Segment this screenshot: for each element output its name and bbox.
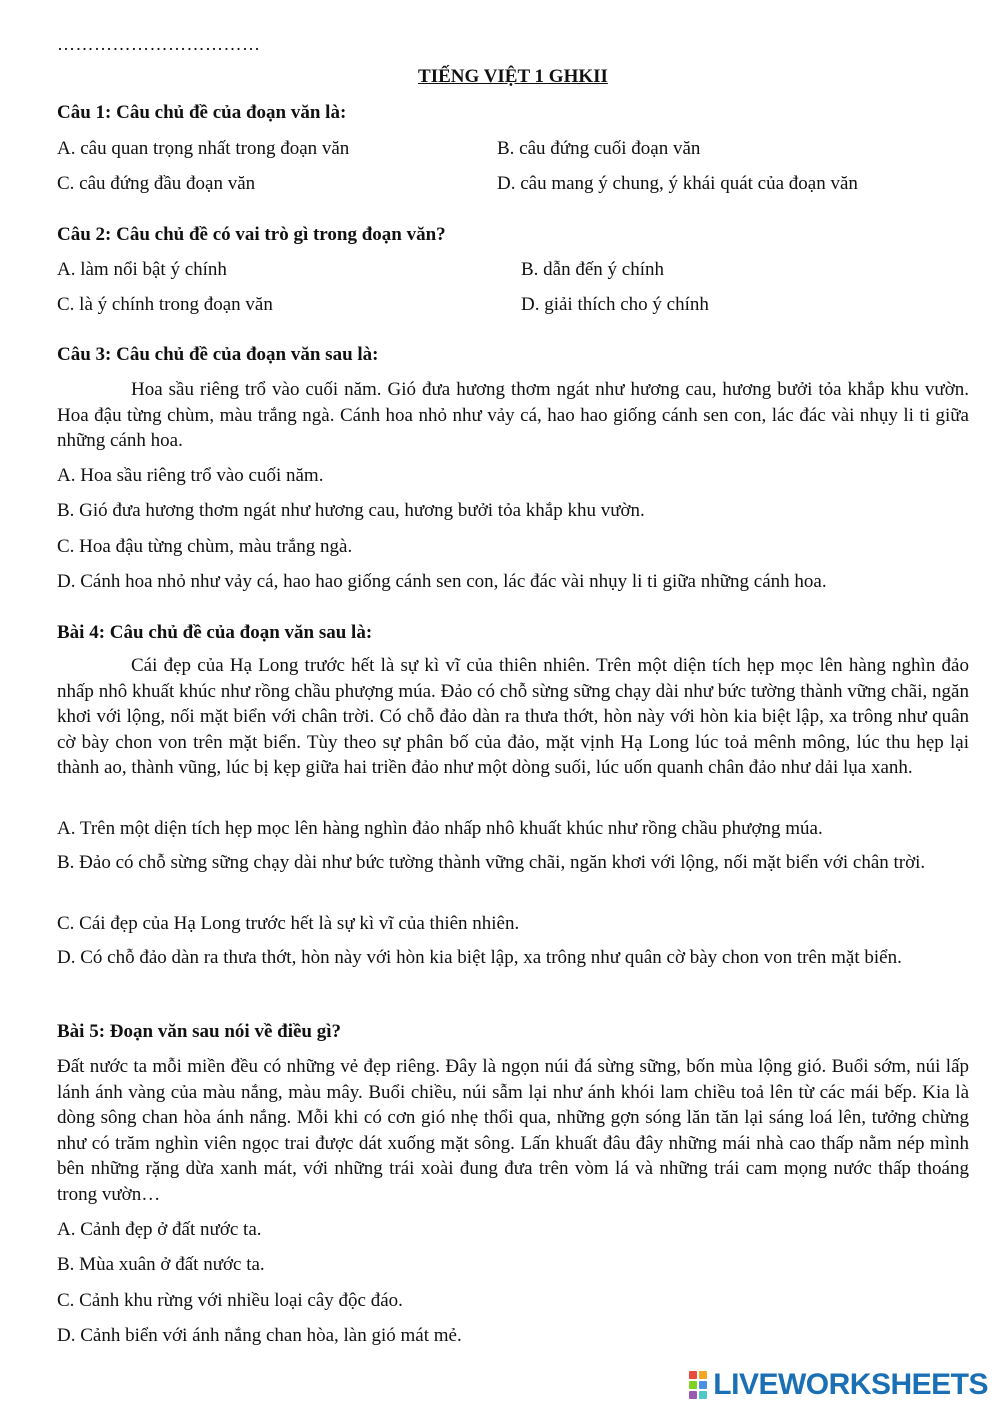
q3-option-a[interactable]: A. Hoa sầu riêng trổ vào cuối năm. bbox=[57, 465, 324, 486]
logo-mark-icon bbox=[689, 1371, 707, 1399]
name-blank: …………………………… bbox=[57, 34, 261, 54]
q4-option-d[interactable]: D. Có chỗ đảo dàn ra thưa thớt, hòn này với hòn kia biệt lập, xa trông như quân cờ bày chon von trên mặt biển. bbox=[57, 947, 902, 968]
q3-passage: Hoa sầu riêng trổ vào cuối năm. Gió đưa hương thơm ngát như hương cau, hương bưởi tỏa khắp khu vườn. Hoa đậu từng chùm, màu trắng ngà. Cánh hoa nhỏ như vảy cá, hao hao giống cánh sen con, lác đác vài nhụy li ti giữa những cánh hoa. bbox=[57, 379, 969, 451]
q2-option-d[interactable]: D. giải thích cho ý chính bbox=[521, 294, 709, 315]
q3-option-d[interactable]: D. Cánh hoa nhỏ như vảy cá, hao hao giống cánh sen con, lác đác vài nhụy li ti giữa những cánh hoa. bbox=[57, 571, 827, 592]
q2-option-b[interactable]: B. dẫn đến ý chính bbox=[521, 259, 665, 280]
q3-option-b[interactable]: B. Gió đưa hương thơm ngát như hương cau, hương bưởi tỏa khắp khu vườn. bbox=[57, 500, 645, 521]
q2-option-a[interactable]: A. làm nổi bật ý chính bbox=[57, 259, 227, 280]
logo-square bbox=[699, 1381, 707, 1389]
logo-square bbox=[689, 1391, 697, 1399]
question-5: Bài 5: Đoạn văn sau nói về điều gì? bbox=[57, 1021, 341, 1042]
q4-option-a[interactable]: A. Trên một diện tích hẹp mọc lên hàng nghìn đảo nhấp nhô khuất khúc như rồng chầu phượng múa. bbox=[57, 818, 823, 839]
question-1: Câu 1: Câu chủ đề của đoạn văn là: bbox=[57, 102, 347, 123]
q4-option-c[interactable]: C. Cái đẹp của Hạ Long trước hết là sự kì vĩ của thiên nhiên. bbox=[57, 913, 520, 934]
q1-option-b[interactable]: B. câu đứng cuối đoạn văn bbox=[497, 138, 701, 159]
q3-option-c[interactable]: C. Hoa đậu từng chùm, màu trắng ngà. bbox=[57, 536, 353, 557]
question-3: Câu 3: Câu chủ đề của đoạn văn sau là: bbox=[57, 344, 379, 365]
logo-square bbox=[699, 1371, 707, 1379]
q2-option-c[interactable]: C. là ý chính trong đoạn văn bbox=[57, 294, 273, 315]
q1-option-d[interactable]: D. câu mang ý chung, ý khái quát của đoạn văn bbox=[497, 173, 858, 194]
logo-square bbox=[689, 1371, 697, 1379]
q4-passage: Cái đẹp của Hạ Long trước hết là sự kì vĩ của thiên nhiên. Trên một diện tích hẹp mọc lên hàng nghìn đảo nhấp nhô khuất khúc như rồng chầu phượng múa. Đảo có chỗ sừng sững chạy dài như bức tường thành vững chãi, ngăn khơi với lộng, nối mặt biển với chân trời. Có chỗ đảo dàn ra thưa thớt, hòn này với hòn kia biệt lập, xa trông như quân cờ bày chon von trên mặt biển. Tùy theo sự phân bố của đảo, mặt vịnh Hạ Long lúc toả mênh mông, lúc thu hẹp lại thành ao, thành vũng, lúc bị kẹp giữa hai triền đảo như một dòng suối, lúc uốn quanh chân đảo như dải lụa xanh. bbox=[57, 655, 969, 778]
logo-square bbox=[699, 1391, 707, 1399]
q5-option-c[interactable]: C. Cảnh khu rừng với nhiều loại cây độc đáo. bbox=[57, 1290, 403, 1311]
question-2: Câu 2: Câu chủ đề có vai trò gì trong đoạn văn? bbox=[57, 224, 446, 245]
logo-square bbox=[689, 1381, 697, 1389]
q4-option-b[interactable]: B. Đảo có chỗ sừng sững chạy dài như bức tường thành vững chãi, ngăn khơi với lộng, nối mặt biển với chân trời. bbox=[57, 852, 926, 873]
logo-text: LIVEWORKSHEETS bbox=[713, 1368, 988, 1401]
page-title: TIẾNG VIỆT 1 GHKII bbox=[418, 66, 608, 87]
q5-passage: Đất nước ta mỗi miền đều có những vẻ đẹp riêng. Đây là ngọn núi đá sừng sững, bốn mùa lộng gió. Buổi sớm, núi lấp lánh ánh vàng của màu nắng, màu mây. Buổi chiều, núi sẫm lại như ánh khói lam chiều toả lên từ các mái bếp. Kia là dòng sông chan hòa ánh nắng. Mỗi khi có cơn gió nhẹ thổi qua, những gợn sóng lăn tăn lại sáng loá lên, tưởng chừng như có trăm nghìn viên ngọc trai được dát xuống mặt sông. Lấn khuất đâu đây những mái nhà cao thấp nằm nép mình bên những rặng dừa xanh mát, với những trái xoài đung đưa trên vòm lá và những trái cam mọng nước thấp thoáng trong vườn… bbox=[57, 1056, 969, 1205]
liveworksheets-logo bbox=[689, 1370, 988, 1400]
q5-option-a[interactable]: A. Cảnh đẹp ở đất nước ta. bbox=[57, 1219, 262, 1240]
q1-option-c[interactable]: C. câu đứng đầu đoạn văn bbox=[57, 173, 256, 194]
q1-option-a[interactable]: A. câu quan trọng nhất trong đoạn văn bbox=[57, 138, 350, 159]
question-4: Bài 4: Câu chủ đề của đoạn văn sau là: bbox=[57, 622, 373, 643]
q5-option-d[interactable]: D. Cảnh biển với ánh nắng chan hòa, làn gió mát mẻ. bbox=[57, 1325, 462, 1346]
q5-option-b[interactable]: B. Mùa xuân ở đất nước ta. bbox=[57, 1254, 265, 1275]
